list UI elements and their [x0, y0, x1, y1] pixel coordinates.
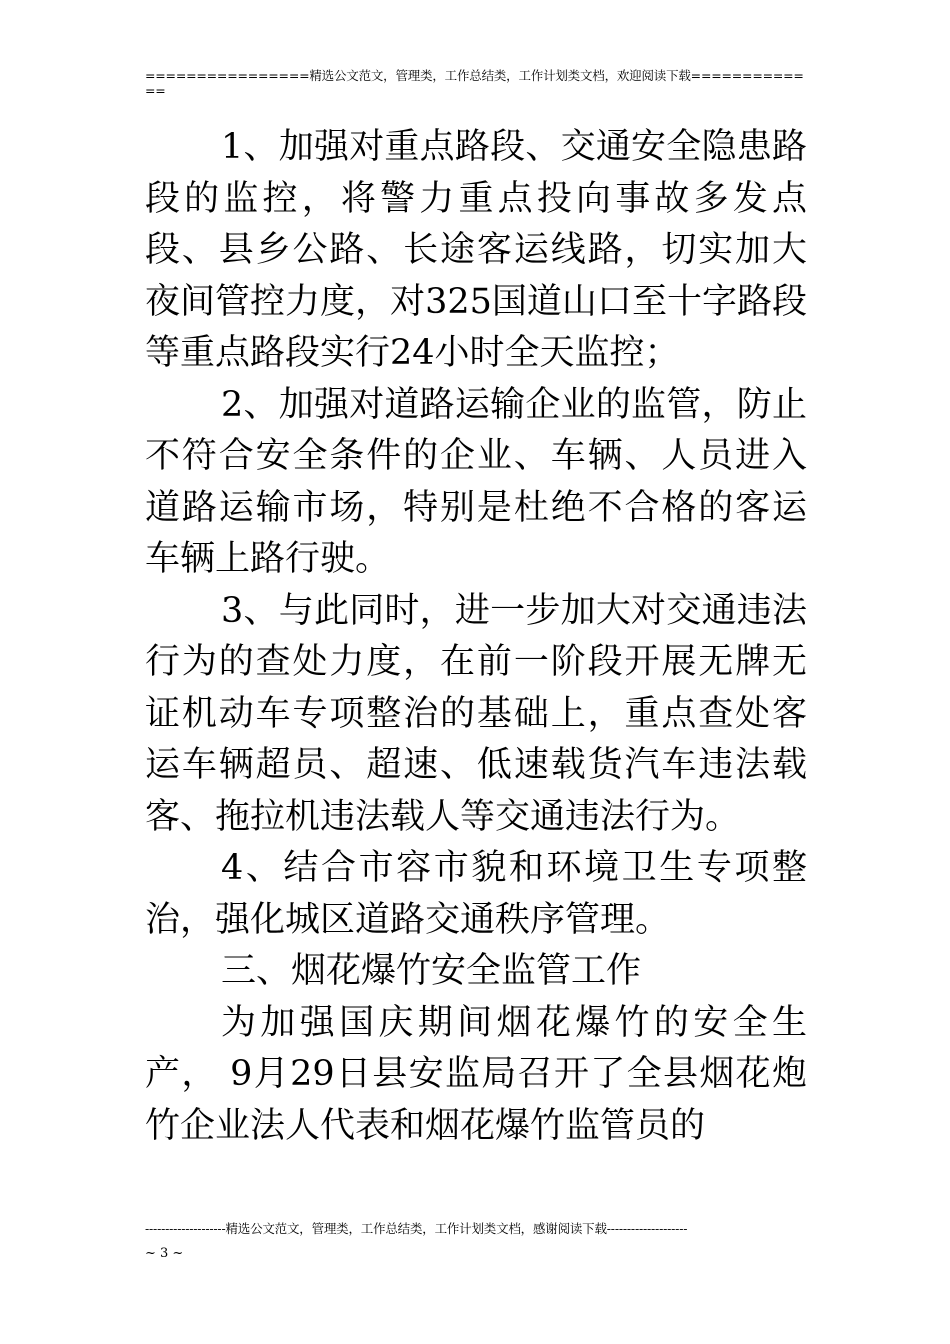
page-footer: --------------------精选公文范文，管理类，工作总结类，工作计划类文档，感谢阅读下载-------------------- [145, 1221, 688, 1236]
paragraph-item-4: 4、结合市容市貌和环境卫生专项整治，强化城区道路交通秩序管理。 [145, 848, 807, 940]
paragraph-item-3: 3、与此同时，进一步加大对交通违法行为的查处力度，在前一阶段开展无牌无证机动车专项整治的基础上，重点查处客运车辆超员、超速、低速载货汽车违法载客、拖拉机违法载人等交通违法行为。 [145, 590, 807, 837]
page-header: ================精选公文范文，管理类，工作总结类，工作计划类文档，欢迎阅读下载============= [145, 68, 804, 98]
page-number: ~ 3 ~ [145, 1246, 184, 1261]
document-body [145, 122, 807, 1152]
paragraph-item-2: 2、加强对道路运输企业的监管，防止不符合安全条件的企业、车辆、人员进入道路运输市场，特别是杜绝不合格的客运车辆上路行驶。 [145, 384, 807, 579]
paragraph-item-1: 1、加强对重点路段、交通安全隐患路段的监控，将警力重点投向事故多发点段、县乡公路、长途客运线路，切实加大夜间管控力度，对325国道山口至十字路段等重点路段实行24小时全天监控； [145, 127, 807, 373]
paragraph-intro: 为加强国庆期间烟花爆竹的安全生产， 9月29日县安监局召开了全县烟花炮竹企业法人代表和烟花爆竹监管员的 [145, 1002, 807, 1146]
section-heading: 三、烟花爆竹安全监管工作 [221, 951, 642, 991]
